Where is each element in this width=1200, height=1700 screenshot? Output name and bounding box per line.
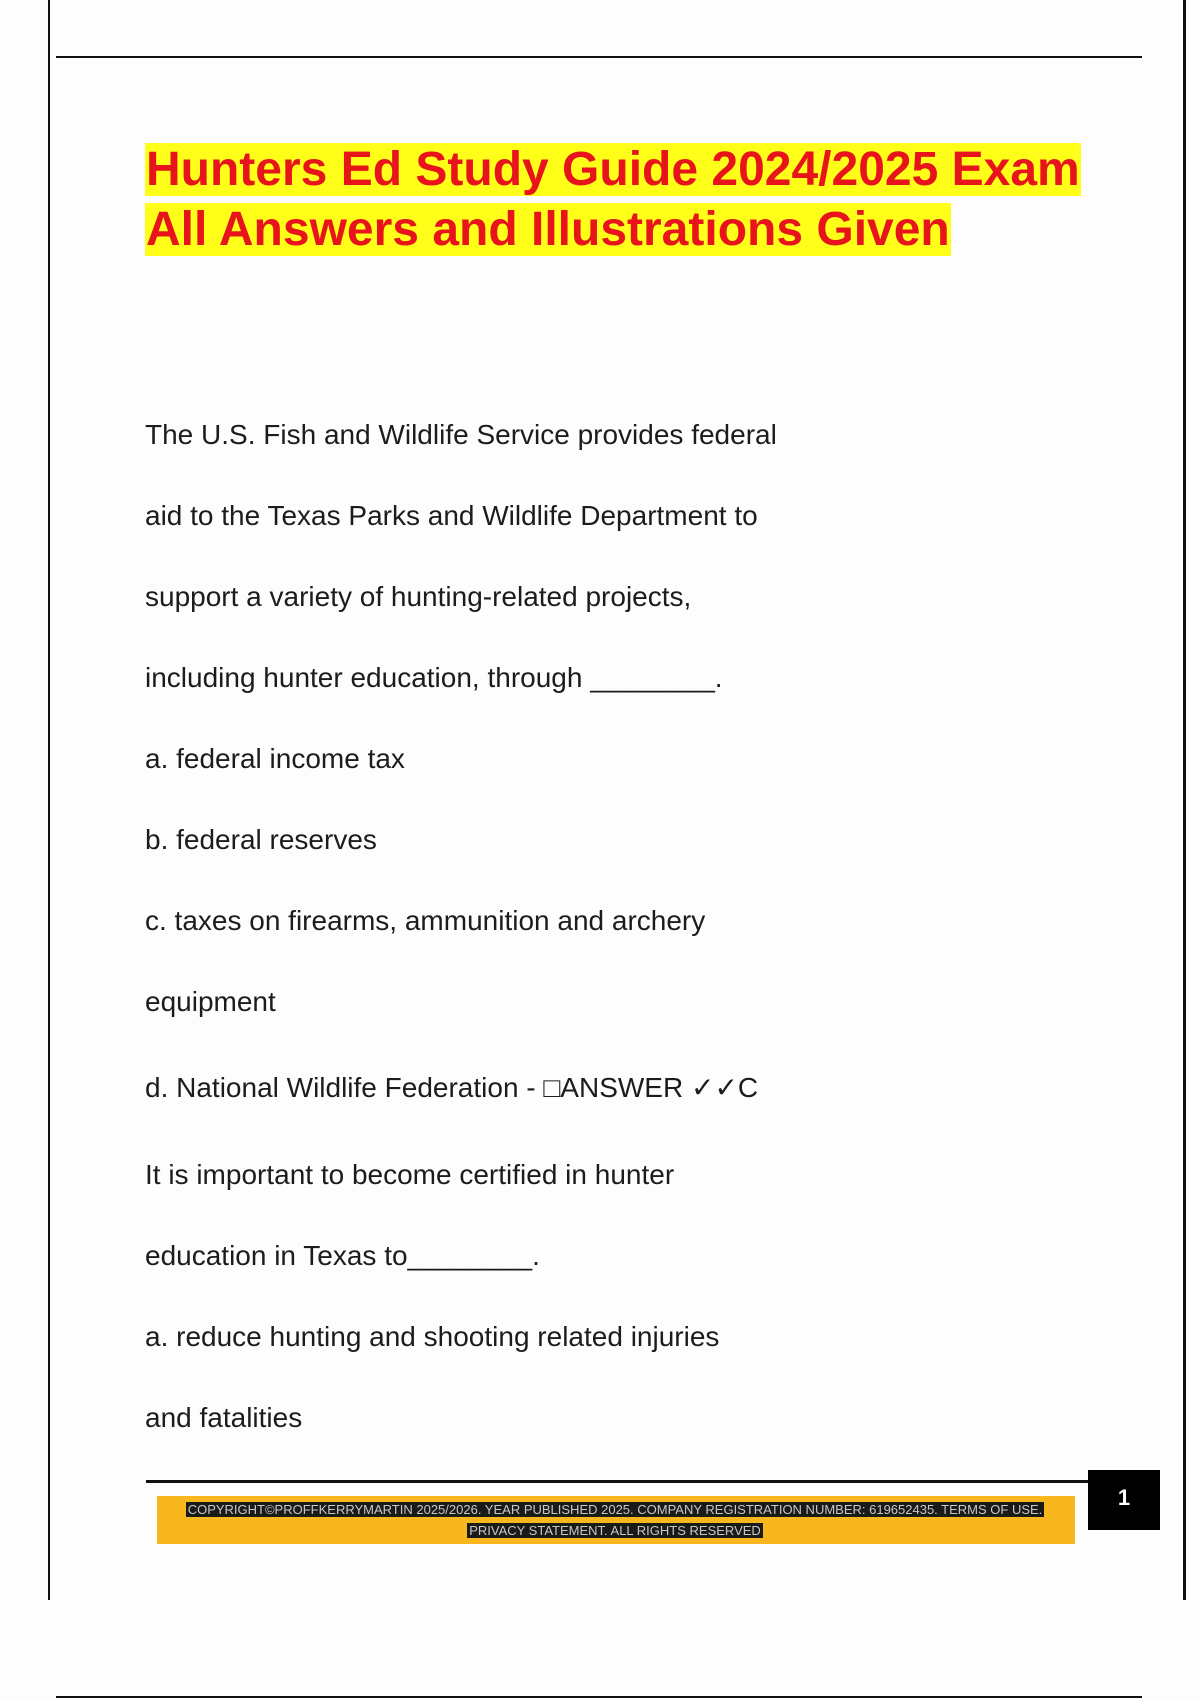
question-1-option-b: b. federal reserves xyxy=(145,824,377,855)
title-line-1: Hunters Ed Study Guide 2024/2025 Exam xyxy=(146,143,1080,196)
next-page-rule xyxy=(56,1696,1142,1698)
question-2-text-line: It is important to become certified in hunter xyxy=(145,1159,675,1190)
question-1-text-line: support a variety of hunting-related projects, xyxy=(145,581,692,612)
question-1-option-c: c. taxes on firearms, ammunition and archery xyxy=(145,905,706,936)
question-1-text-line: aid to the Texas Parks and Wildlife Department to xyxy=(145,500,758,531)
question-2-option-a: a. reduce hunting and shooting related injuries xyxy=(145,1321,720,1352)
page-number: 1 xyxy=(1088,1470,1160,1530)
question-1-text-line: The U.S. Fish and Wildlife Service provides federal xyxy=(145,419,777,450)
footer-rule xyxy=(146,1480,1088,1483)
title-line-2: All Answers and Illustrations Given xyxy=(146,203,950,256)
copyright-line-1: COPYRIGHT©PROFFKERRYMARTIN 2025/2026. YEAR PUBLISHED 2025. COMPANY REGISTRATION NUMBER: 619652435. TERMS OF USE. xyxy=(187,1502,1043,1517)
page-border-left xyxy=(48,0,50,1600)
question-1-text-line: including hunter education, through ________. xyxy=(145,662,723,693)
question-1-option-d-answer: d. National Wildlife Federation - □ANSWER ✓✓C xyxy=(145,1072,759,1103)
question-1-option-c-cont: equipment xyxy=(145,986,276,1017)
question-2-option-a-cont: and fatalities xyxy=(145,1402,303,1433)
page-border-right xyxy=(1183,0,1186,1600)
question-1-option-a: a. federal income tax xyxy=(145,743,405,774)
copyright-notice xyxy=(165,1499,1065,1541)
question-2-text-line: education in Texas to________. xyxy=(145,1240,540,1271)
copyright-line-2: PRIVACY STATEMENT. ALL RIGHTS RESERVED xyxy=(469,1523,761,1538)
document-title xyxy=(145,140,1105,260)
header-rule xyxy=(56,56,1142,58)
